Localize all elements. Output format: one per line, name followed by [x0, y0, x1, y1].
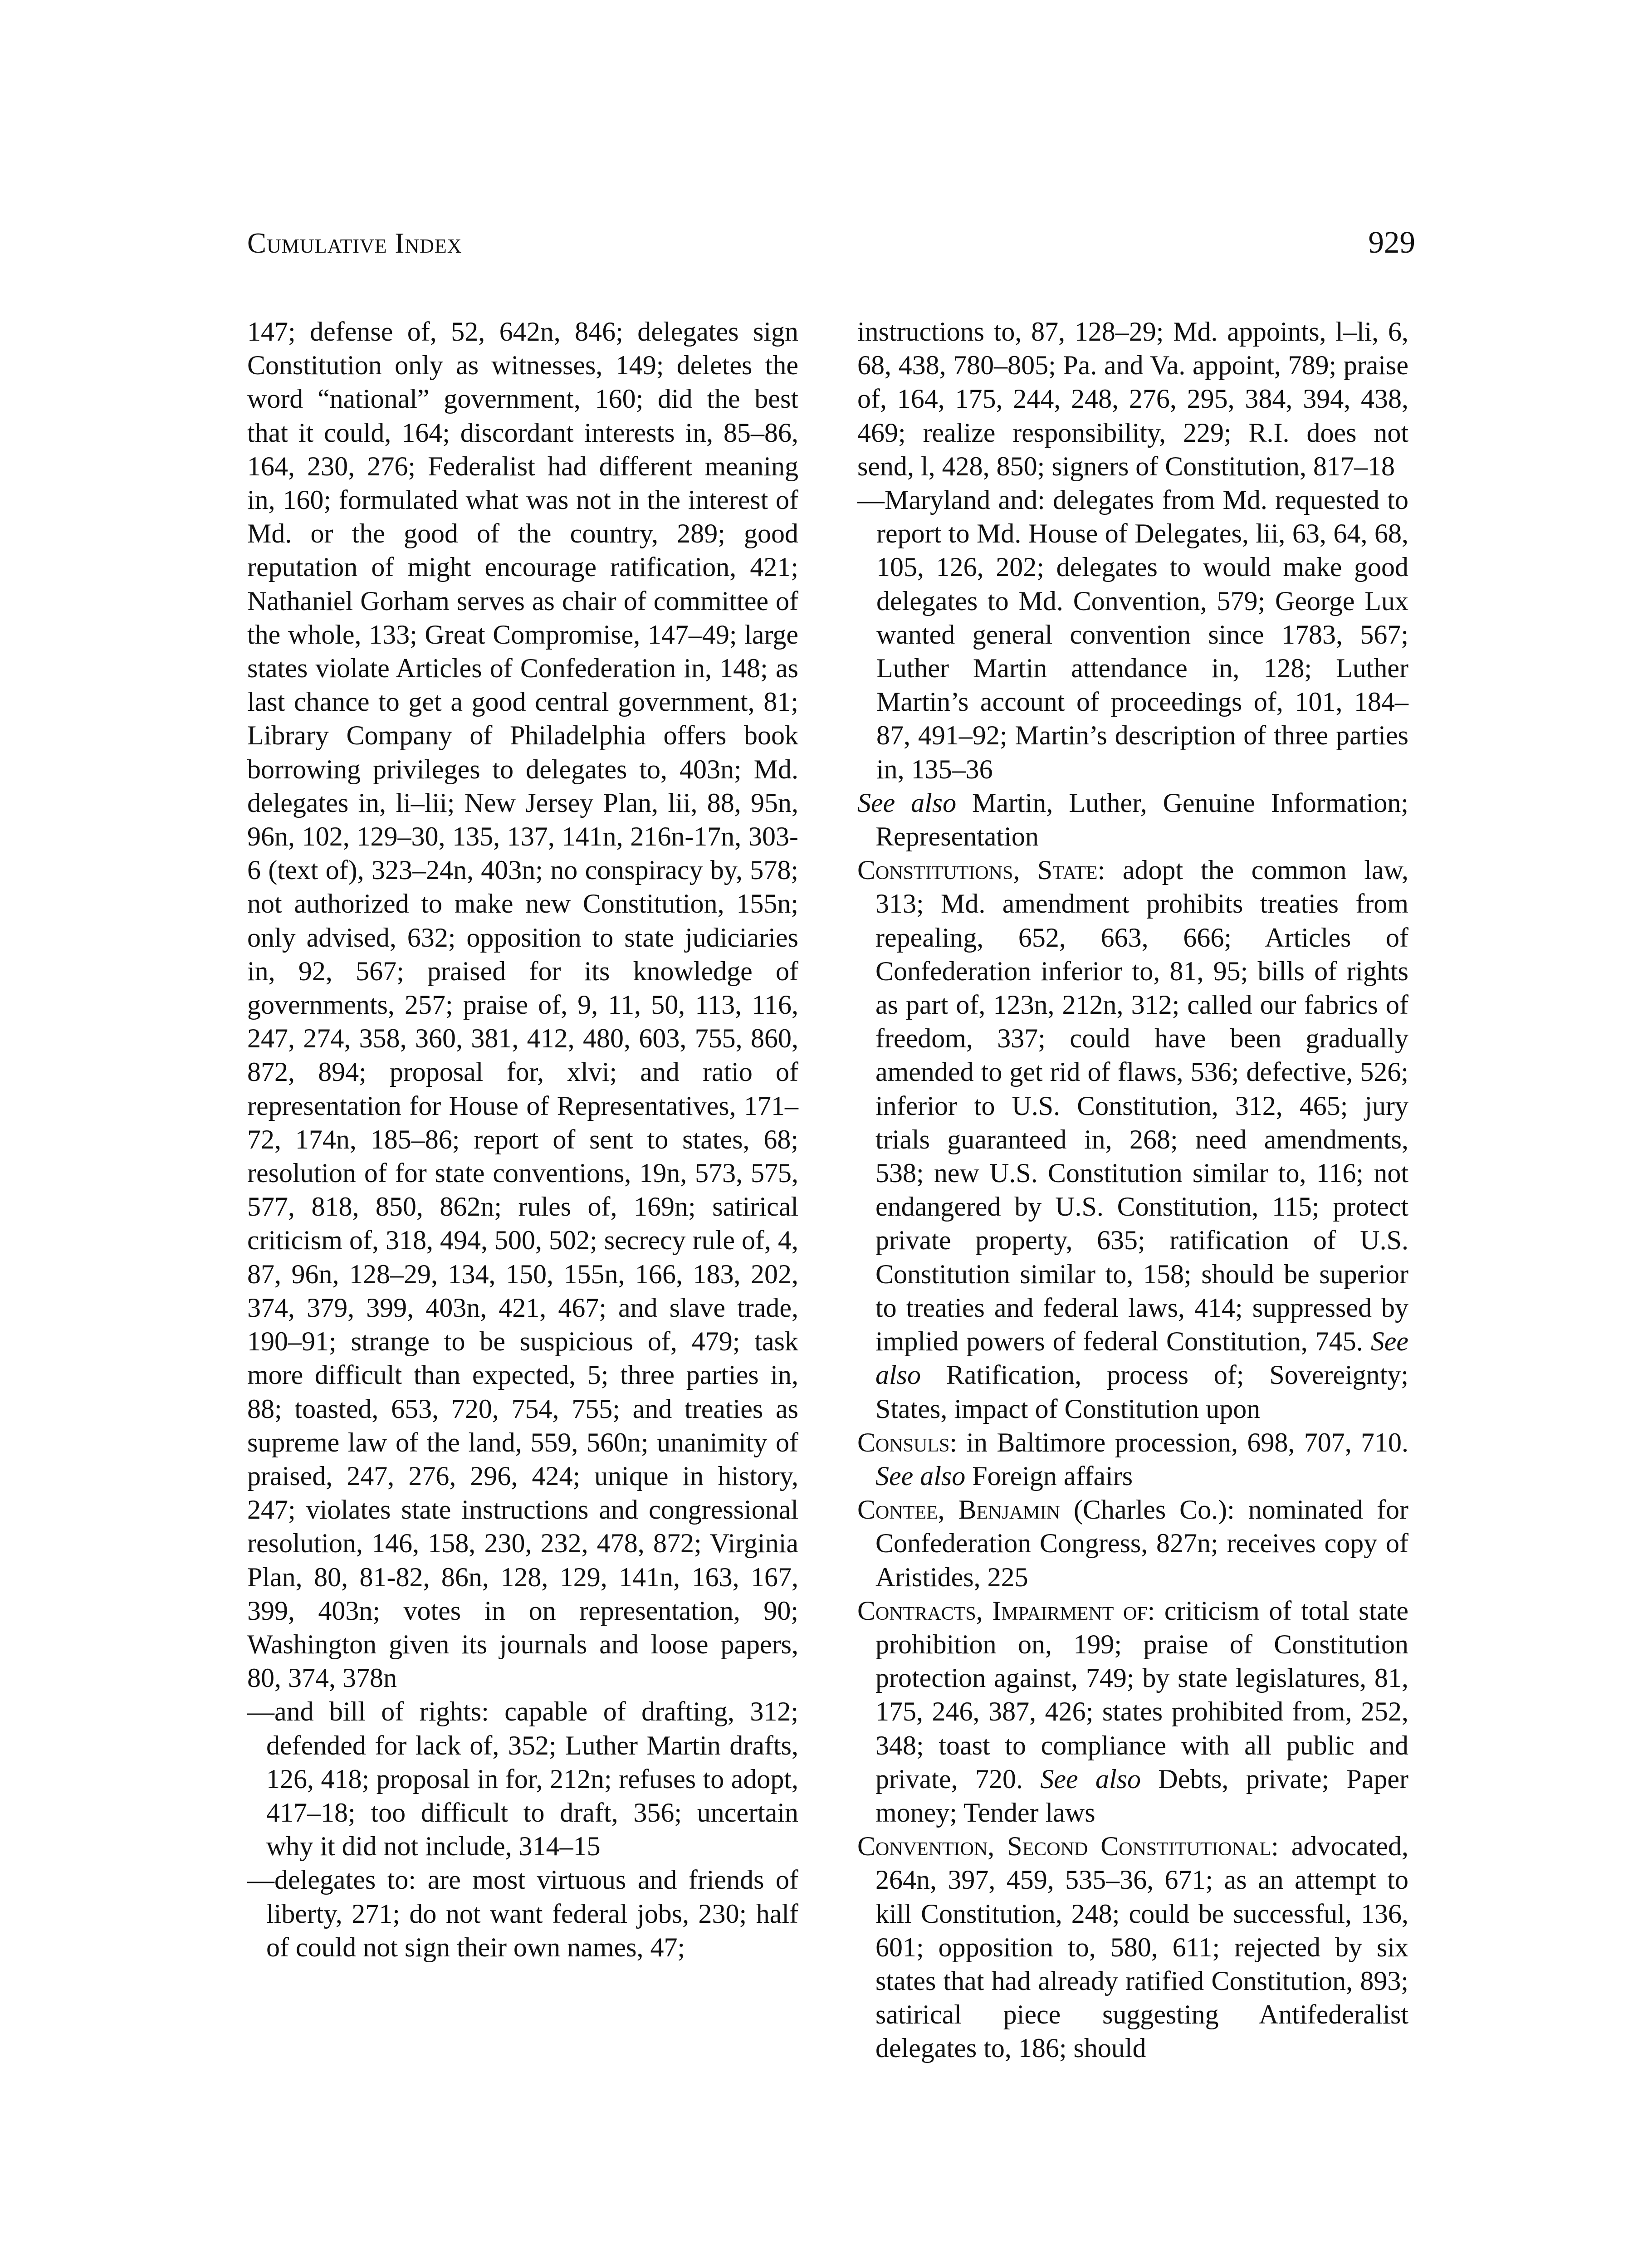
- index-subentry: —Maryland and: delegates from Md. requested to report to Md. House of Delegates, lii, 63, 64, 68, 105, 126, 202; delegates to would make good delegates to Md. Convention, 579; George Lux wanted general convention since 1783, 567; Luther Martin attendance in, 128; Luther Martin’s account of proceedings of, 101, 184–87, 491–92; Martin’s description of three parties in, 135–36: [857, 485, 1408, 784]
- entry-heading: Constitutions, State:: [857, 855, 1105, 885]
- index-entry-contee-benjamin: Contee, Benjamin (Charles Co.): nominated for Confederation Congress, 827n; receives copy of Aristides, 225: [857, 1495, 1408, 1592]
- index-cross-reference: See also Martin, Luther, Genuine Information; Representation: [857, 787, 1408, 852]
- see-also-label: See also: [875, 1461, 966, 1491]
- index-entry-convention-second: Convention, Second Constitutional: advocated, 264n, 397, 459, 535–36, 671; as an attempt to kill Constitution, 248; could be successful, 136, 601; opposition to, 580, 611; rejected by six states that had already ratified Constitution, 893; satirical piece suggesting Antifederalist delegates to, 186; should: [857, 1831, 1409, 2063]
- index-entry-consuls: Consuls: in Baltimore procession, 698, 707, 710. See also Foreign affairs: [857, 1427, 1409, 1491]
- see-also-label: See also: [875, 1326, 1408, 1390]
- see-also-label: See also: [1040, 1764, 1141, 1794]
- entry-heading: Contee, Benjamin: [857, 1495, 1060, 1525]
- entry-heading: Consuls:: [857, 1427, 958, 1457]
- index-entry-contracts-impairment: Contracts, Impairment of: criticism of total state prohibition on, 199; praise of Constitution protection against, 749; by state legislatures, 81, 175, 246, 387, 426; states prohibited from, 252, 348; toast to compliance with all public and private, 720. See also Debts, private; Paper money; Tender laws: [857, 1595, 1409, 1828]
- index-entry: instructions to, 87, 128–29; Md. appoints, l–li, 6, 68, 438, 780–805; Pa. and Va. appoint, 789; praise of, 164, 175, 244, 248, 276, 295, 384, 394, 438, 469; realize responsibility, 229; R.I. does not send, l, 428, 850; signers of Constitution, 817–18: [857, 317, 1408, 481]
- see-also-label: See also: [857, 787, 957, 818]
- entry-heading: Convention, Second Constitutional:: [857, 1831, 1279, 1862]
- running-head: [247, 225, 1415, 274]
- index-entry: 147; defense of, 52, 642n, 846; delegates sign Constitution only as witnesses, 149; deletes the word “national” government, 160; did the best that it could, 164; discordant interests in, 85–86, 164, 230, 276; Federalist had different meaning in, 160; formulated what was not in the interest of Md. or the good of the country, 289; good reputation of might encourage ratification, 421; Nathaniel Gorham serves as chair of committee of the whole, 133; Great Compromise, 147–49; large states violate Articles of Confederation in, 148; as last chance to get a good central government, 81; Library Company of Philadelphia offers book borrowing privileges to delegates to, 403n; Md. delegates in, li–lii; New Jersey Plan, lii, 88, 95n, 96n, 102, 129–30, 135, 137, 141n, 216n-17n, 303-6 (text of), 323–24n, 403n; no conspiracy by, 578; not authorized to make new Constitution, 155n; only advised, 632; opposition to state judiciaries in, 92, 567; praised for its knowledge of governments, 257; praise of, 9, 11, 50, 113, 116, 247, 274, 358, 360, 381, 412, 480, 603, 755, 860, 872, 894; proposal for, xlvi; and ratio of representation for House of Representatives, 171–72, 174n, 185–86; report of sent to states, 68; resolution of for state conventions, 19n, 573, 575, 577, 818, 850, 862n; rules of, 169n; satirical criticism of, 318, 494, 500, 502; secrecy rule of, 4, 87, 96n, 128–29, 134, 150, 155n, 166, 183, 202, 374, 379, 399, 403n, 421, 467; and slave trade, 190–91; strange to be suspicious of, 479; task more difficult than expected, 5; three parties in, 88; toasted, 653, 720, 754, 755; and treaties as supreme law of the land, 559, 560n; unanimity of praised, 247, 276, 296, 424; unique in history, 247; violates state instructions and congressional resolution, 146, 158, 230, 232, 478, 872; Virginia Plan, 80, 81-82, 86n, 128, 129, 141n, 163, 167, 399, 403n; votes in on representation, 90; Washington given its journals and loose papers, 80, 374, 378n: [247, 317, 798, 1693]
- page-number: 929: [1368, 225, 1415, 259]
- running-head-title: Cumulative Index: [247, 227, 462, 259]
- index-entry-constitutions-state: Constitutions, State: adopt the common law, 313; Md. amendment prohibits treaties from repealing, 652, 663, 666; Articles of Confederation inferior to, 81, 95; bills of rights as part of, 123n, 212n, 312; called our fabrics of freedom, 337; could have been gradually amended to get rid of flaws, 536; defective, 526; inferior to U.S. Constitution, 312, 465; jury trials guaranteed in, 268; need amendments, 538; new U.S. Constitution similar to, 116; not endangered by U.S. Constitution, 115; protect private property, 635; ratification of U.S. Constitution similar to, 158; should be superior to treaties and federal laws, 414; suppressed by implied powers of federal Constitution, 745. See also Ratification, process of; Sovereignty; States, impact of Constitution upon: [857, 855, 1409, 1424]
- index-column-right: [857, 315, 1408, 2129]
- index-subentry: —delegates to: are most virtuous and friends of liberty, 271; do not want federal jobs, 230; half of could not sign their own names, 47;: [247, 1865, 798, 1962]
- index-subentry: —and bill of rights: capable of drafting, 312; defended for lack of, 352; Luther Martin drafts, 126, 418; proposal in for, 212n; refuses to adopt, 417–18; too difficult to draft, 356; uncertain why it did not include, 314–15: [247, 1696, 798, 1862]
- entry-heading: Contracts, Impairment of:: [857, 1595, 1155, 1626]
- index-column-left: [247, 315, 798, 2129]
